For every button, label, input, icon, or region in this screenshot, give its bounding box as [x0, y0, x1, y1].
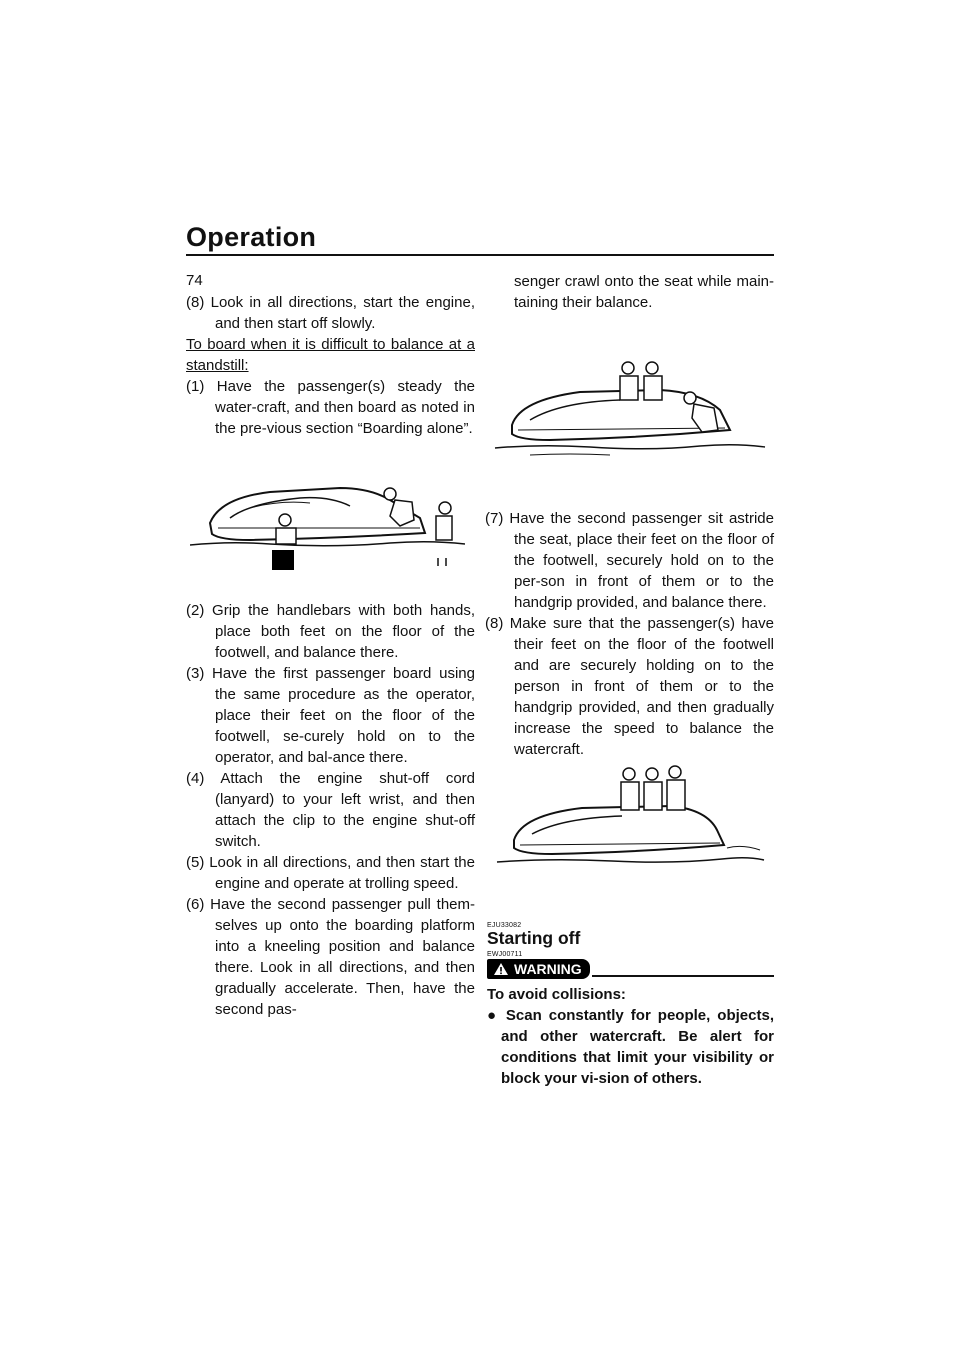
illustration-riding-with-passengers	[492, 760, 767, 870]
step-1: (1) Have the passenger(s) steady the water-craft, and then board as noted in the pre-vious section “Boarding alone”.	[186, 378, 475, 437]
step-6-continued: senger crawl onto the seat while main-taining their balance.	[514, 273, 774, 311]
right-column-middle	[485, 508, 774, 760]
step-7: (7) Have the second passenger sit astride the seat, place their feet on the floor of the footwell, securely hold on to the per-son in front of them or to the handgrip provided, and balance there.	[485, 510, 774, 611]
warning-triangle-icon	[493, 962, 509, 976]
right-column-upper	[485, 271, 774, 313]
warning-code: EWJ00711	[487, 951, 523, 958]
page-number: 74	[186, 272, 203, 289]
step-2: (2) Grip the handlebars with both hands, place both feet on the floor of the footwell, and balance there.	[186, 602, 475, 661]
warning-body	[487, 984, 774, 1089]
illustration-boarding-from-water	[190, 478, 465, 573]
step-6: (6) Have the second passenger pull them-selves up onto the boarding platform into a kneeling position and balance there. Look in all directions, and then gradually accelerate. Then, have the second pas-	[186, 896, 475, 1018]
warning-rule	[592, 975, 774, 977]
warning-label: WARNING	[514, 961, 582, 977]
bullet-dot-icon: ●	[487, 1007, 506, 1024]
step-8-prev: (8) Look in all directions, start the engine, and then start off slowly.	[186, 294, 475, 332]
page-title: Operation	[186, 222, 317, 252]
left-column-upper	[186, 292, 475, 439]
warning-header	[487, 959, 774, 979]
step-3: (3) Have the first passenger board using the same procedure as the operator, place their feet on the floor of the footwell, se-curely hold on to the operator, and bal-ance there.	[186, 665, 475, 766]
left-column-lower	[186, 600, 475, 1020]
warning-badge	[487, 959, 590, 979]
illustration-passenger-crawling	[490, 350, 770, 465]
section-title: Starting off	[487, 928, 581, 948]
warning-bullet	[487, 1005, 774, 1089]
warning-bullet-text: Scan constantly for people, objects, and other watercraft. Be alert for conditions that limit your visibility or block your vi-sion of others.	[501, 1007, 774, 1087]
step-5: (5) Look in all directions, and then start the engine and operate at trolling speed.	[186, 854, 475, 892]
subheading: To board when it is difficult to balance at a standstill:	[186, 336, 475, 374]
step-4: (4) Attach the engine shut-off cord (lanyard) to your left wrist, and then attach the clip to the engine shut-off switch.	[186, 770, 475, 850]
warning-intro: To avoid collisions:	[487, 986, 626, 1003]
step-8: (8) Make sure that the passenger(s) have their feet on the floor of the footwell and are securely holding on to the person in front of them or to the handgrip provided, and then gradually increase the speed to balance the watercraft.	[485, 615, 774, 758]
section-code: EJU33082	[487, 922, 522, 929]
title-rule	[186, 254, 774, 256]
